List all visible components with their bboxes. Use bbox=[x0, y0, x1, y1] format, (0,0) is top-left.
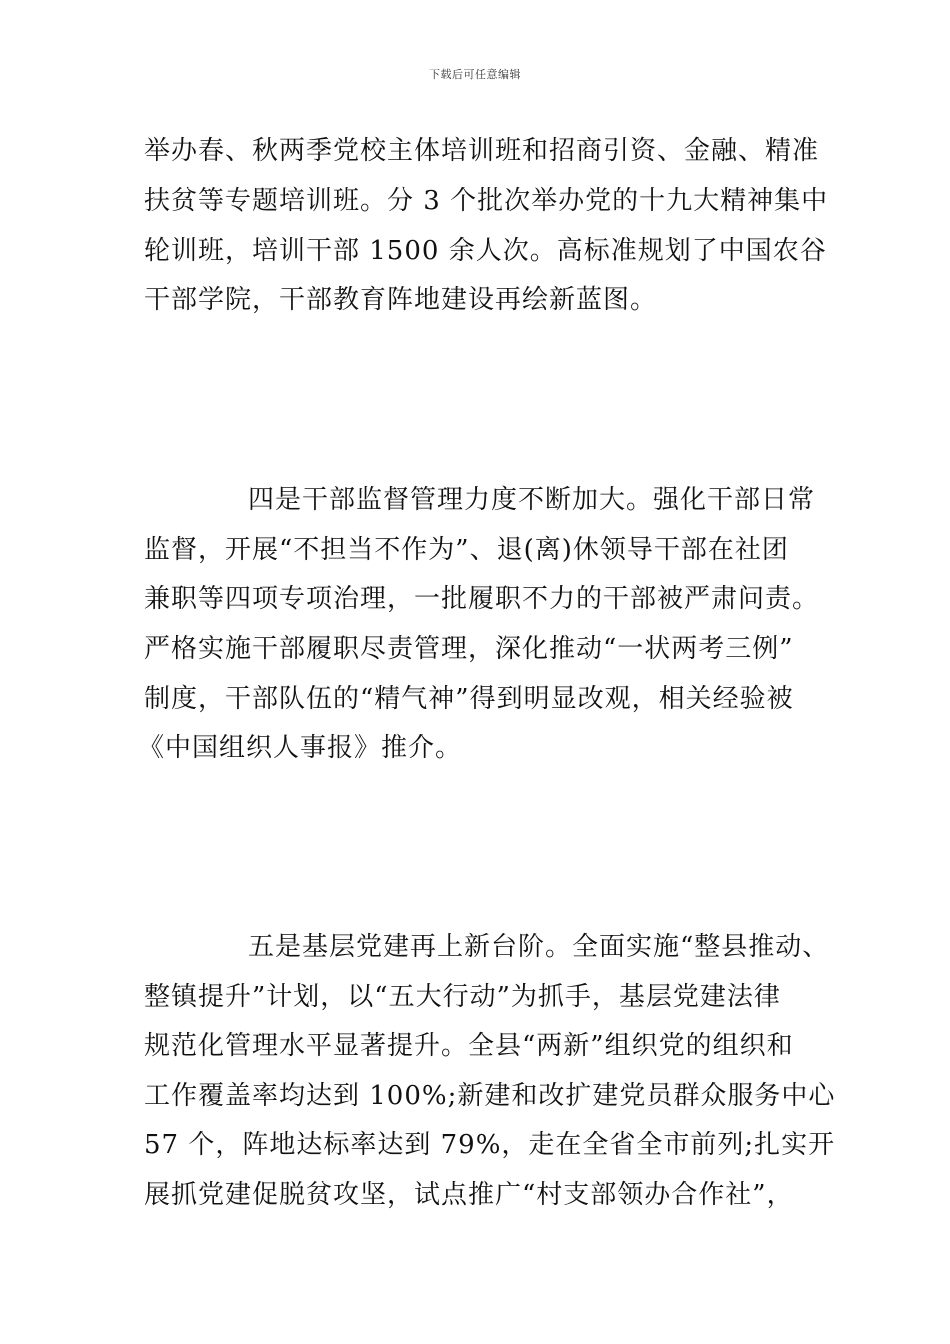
text-line: 严格实施干部履职尽责管理，深化推动“一状两考三例” bbox=[144, 634, 794, 664]
text-line: 轮训班，培训干部 1500 余人次。高标准规划了中国农谷 bbox=[144, 236, 827, 266]
text-line: 工作覆盖率均达到 100%;新建和改扩建党员群众服务中心 bbox=[144, 1081, 836, 1111]
text-line: 举办春、秋两季党校主体培训班和招商引资、金融、精准 bbox=[144, 136, 820, 166]
text-line: 兼职等四项专项治理，一批履职不力的干部被严肃问责。 bbox=[144, 584, 820, 614]
text-line: 整镇提升”计划，以“五大行动”为抓手，基层党建法律 bbox=[144, 982, 781, 1012]
text-line: 57 个，阵地达标率达到 79%，走在全省全市前列;扎实开 bbox=[144, 1130, 836, 1160]
text-line: 扶贫等专题培训班。分 3 个批次举办党的十九大精神集中 bbox=[144, 186, 829, 216]
text-line: 干部学院，干部教育阵地建设再绘新蓝图。 bbox=[144, 285, 658, 315]
text-line: 制度，干部队伍的“精气神”得到明显改观，相关经验被 bbox=[144, 684, 794, 714]
text-line: 展抓党建促脱贫攻坚，试点推广“村支部领办合作社”， bbox=[144, 1180, 794, 1210]
text-line: 监督，开展“不担当不作为”、退(离)休领导干部在社团 bbox=[144, 535, 789, 565]
text-line: 规范化管理水平显著提升。全县“两新”组织党的组织和 bbox=[144, 1031, 794, 1061]
text-line: 四是干部监督管理力度不断加大。强化干部日常 bbox=[248, 485, 816, 515]
text-line: 《中国组织人事报》推介。 bbox=[138, 733, 463, 763]
page-header: 下载后可任意编辑 bbox=[429, 68, 521, 81]
text-line: 五是基层党建再上新台阶。全面实施“整县推动、 bbox=[248, 932, 830, 962]
